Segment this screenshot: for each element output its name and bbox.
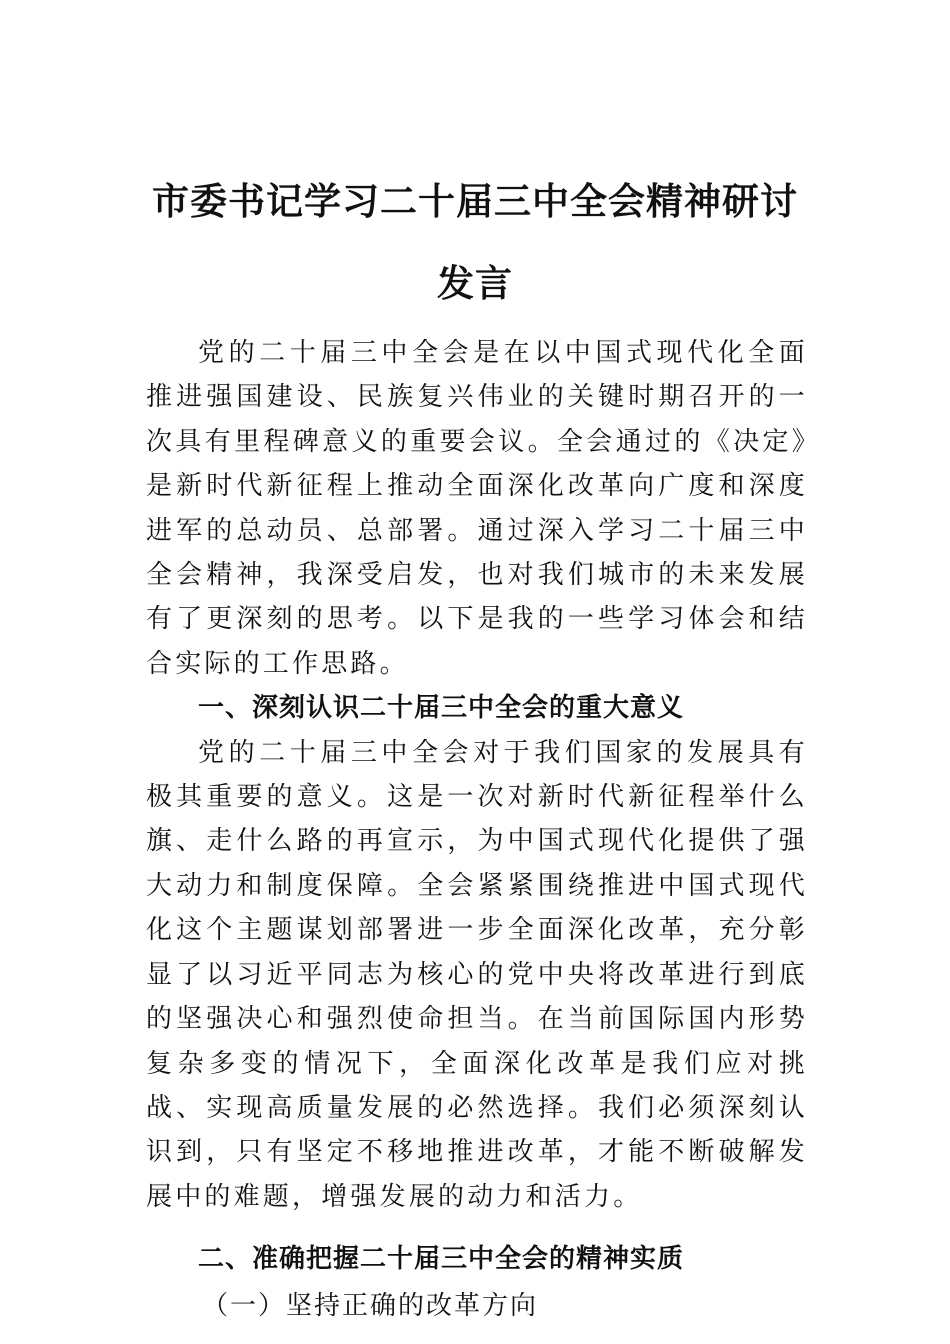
section-2-heading: 二、准确把握二十届三中全会的精神实质 <box>198 1244 685 1275</box>
section-1-heading: 一、深刻认识二十届三中全会的重大意义 <box>198 693 685 724</box>
document-title: 市委书记学习二十届三中全会精神研讨发言 <box>152 179 798 305</box>
document-body <box>146 331 808 1328</box>
section-1-paragraph: 党的二十届三中全会对于我们国家的发展具有极其重要的意义。这是一次对新时代新征程举什么旗、走什么路的再宣示，为中国式现代化提供了强大动力和制度保障。全会紧紧围绕推进中国式现代化这个主题谋划部署进一步全面深化改革，充分彰显了以习近平同志为核心的党中央将改革进行到底的坚强决心和强烈使命担当。在当前国际国内形势复杂多变的情况下，全面深化改革是我们应对挑战、实现高质量发展的必然选择。我们必须深刻认识到，只有坚定不移地推进改革，才能不断破解发展中的难题，增强发展的动力和活力。 <box>146 737 808 1212</box>
intro-paragraph: 党的二十届三中全会是在以中国式现代化全面推进强国建设、民族复兴伟业的关键时期召开的一次具有里程碑意义的重要会议。全会通过的《决定》是新时代新征程上推动全面深化改革向广度和深度进军的总动员、总部署。通过深入学习二十届三中全会精神，我深受启发，也对我们城市的未来发展有了更深刻的思考。以下是我的一些学习体会和结合实际的工作思路。 <box>146 338 808 679</box>
subsection-1-heading: （一）坚持正确的改革方向 <box>202 1290 539 1321</box>
